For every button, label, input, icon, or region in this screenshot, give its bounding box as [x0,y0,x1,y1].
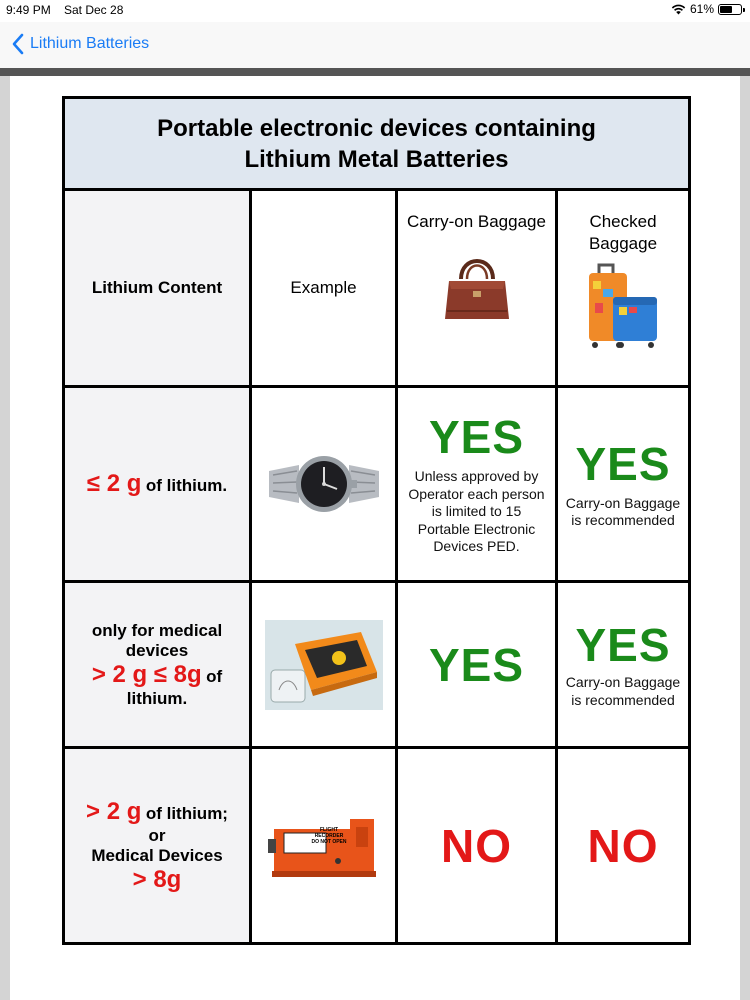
battery-fill [720,6,732,13]
header-lithium-content-label: Lithium Content [91,278,223,297]
status-time: 9:49 PM [6,3,51,17]
row2-suffix: of [206,666,223,686]
row3-carry-on-verdict: NO [441,819,512,872]
back-button[interactable] [10,32,149,56]
battery-icon [718,4,742,15]
row1-lithium-content [65,388,249,580]
row1-note-line: Devices PED. [433,538,520,555]
battery-percent: 61% [689,2,714,16]
row3-carry-on [398,749,555,942]
wristwatch-icon [269,449,379,519]
navigation-bar [0,22,750,68]
row1-suffix: of lithium. [145,476,228,495]
row1-carry-on-note [408,468,544,556]
defibrillator-icon [265,620,383,710]
row2-line1: only for medical [91,620,223,640]
row2-line4: lithium. [126,688,188,708]
row2-carry-on [398,583,555,746]
row1-note-line: Operator each person [408,485,545,502]
header-carry-on [398,191,555,385]
row1-note-line: Unless approved by [414,468,539,485]
header-checked-line1: Checked [589,212,657,231]
back-button-label: Lithium Batteries [30,35,150,52]
header-carry-on-label: Carry-on Baggage [407,212,546,231]
row1-checked-note-line: Carry-on Baggage [565,494,681,511]
header-example [252,191,395,385]
divider [0,68,750,76]
row1-checked-note-line: is recommended [571,512,675,528]
row1-carry-on-verdict: YES [428,411,525,464]
recorder-label-line: DO NOT OPEN [311,839,347,845]
row1-note-line: Portable Electronic [417,520,536,537]
row2-example [252,583,395,746]
row3-checked-verdict: NO [587,819,659,872]
recorder-label-line: FLIGHT [319,827,339,833]
row1-amount: ≤ 2 g [86,470,142,497]
header-example-label: Example [290,278,357,297]
row3-example [252,749,395,942]
table-title-cell [65,99,688,188]
row1-carry-on [398,388,555,580]
recorder-label-line: RECORDER [314,833,344,839]
row3-medical: Medical Devices [91,845,223,865]
row3-checked [558,749,688,942]
status-right [671,2,742,16]
lithium-rules-table [62,96,691,945]
flight-recorder-icon [266,811,382,881]
row2-line2: devices [125,640,189,660]
row1-note-line: is limited to 15 [431,503,522,520]
header-checked-line2: Baggage [588,234,658,253]
status-date: Sat Dec 28 [64,3,124,17]
handbag-icon [439,249,515,325]
header-lithium-content [65,191,249,385]
row2-checked-verdict: YES [575,619,671,671]
recorder-label [309,827,349,845]
header-checked [558,191,688,385]
table-title-line1: Portable electronic devices containing [157,114,596,142]
row2-lithium-content [65,583,249,746]
row1-checked-verdict: YES [575,437,671,490]
row1-example [252,388,395,580]
row1-checked [558,388,688,580]
row3-or: or [148,825,166,845]
row2-carry-on-verdict: YES [428,638,525,691]
suitcases-icon [583,263,663,351]
frame-right [740,76,750,1000]
wifi-icon [671,4,686,15]
row2-amount: > 2 g ≤ 8g [91,660,202,688]
row3-amount: > 2 g [86,797,142,825]
status-bar [0,0,750,22]
row3-lithium-content [65,749,249,942]
row3-amount2: > 8g [132,865,182,893]
row2-checked [558,583,688,746]
frame-left [0,76,10,1000]
row2-checked-note-line: Carry-on Baggage [565,674,681,690]
row3-suffix: of lithium; [145,803,228,823]
chevron-left-icon [10,32,28,56]
table-title-line2: Lithium Metal Batteries [244,145,509,173]
row2-checked-note-line: is recommended [571,691,675,708]
